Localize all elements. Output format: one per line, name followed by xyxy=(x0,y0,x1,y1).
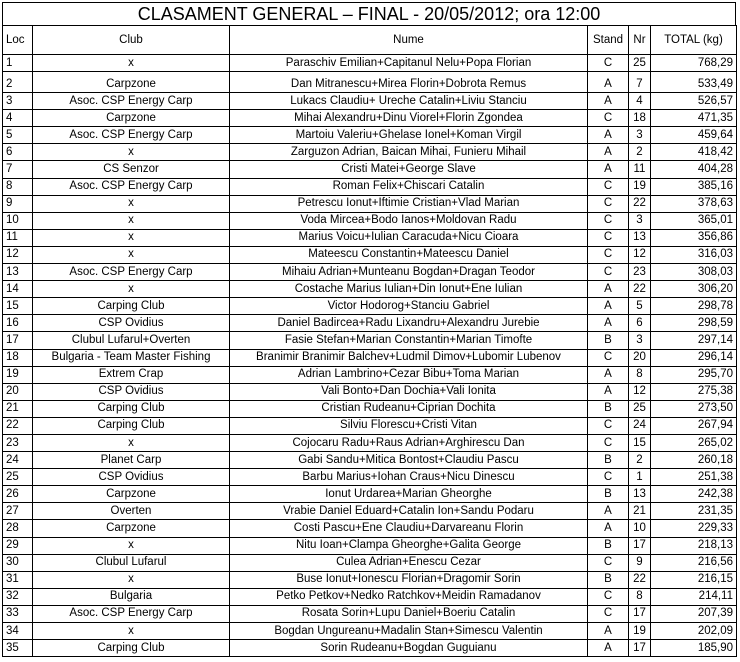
cell-total: 265,02 xyxy=(651,434,737,451)
cell-stand: A xyxy=(588,315,629,332)
cell-nr: 20 xyxy=(629,349,651,366)
table-row xyxy=(3,400,737,417)
cell-club: x xyxy=(33,434,230,451)
cell-stand: A xyxy=(588,520,629,537)
cell-nume: Lukacs Claudiu+ Ureche Catalin+Liviu Stanciu xyxy=(230,93,588,110)
cell-total: 459,64 xyxy=(651,127,737,144)
cell-nume: Ionut Urdarea+Marian Gheorghe xyxy=(230,486,588,503)
cell-total: 298,78 xyxy=(651,298,737,315)
cell-nr: 19 xyxy=(629,623,651,640)
cell-total: 526,57 xyxy=(651,93,737,110)
cell-stand: A xyxy=(588,640,629,657)
cell-loc: 6 xyxy=(3,144,33,161)
table-row xyxy=(3,434,737,451)
cell-nume: Paraschiv Emilian+Capitanul Nelu+Popa Florian xyxy=(230,55,588,72)
cell-nr: 13 xyxy=(629,229,651,246)
cell-loc: 32 xyxy=(3,588,33,605)
cell-stand: B xyxy=(588,332,629,349)
cell-nr: 6 xyxy=(629,315,651,332)
cell-nr: 3 xyxy=(629,127,651,144)
table-row xyxy=(3,55,737,72)
table-row xyxy=(3,127,737,144)
cell-loc: 18 xyxy=(3,349,33,366)
header-loc: Loc xyxy=(3,26,33,55)
standings-table xyxy=(2,25,737,657)
cell-club: Carping Club xyxy=(33,640,230,657)
cell-nr: 5 xyxy=(629,298,651,315)
cell-club: Clubul Lufarul xyxy=(33,554,230,571)
cell-nume: Marius Voicu+Iulian Caracuda+Nicu Cioara xyxy=(230,229,588,246)
table-row xyxy=(3,486,737,503)
table-row xyxy=(3,93,737,110)
cell-nr: 22 xyxy=(629,281,651,298)
table-row xyxy=(3,503,737,520)
cell-nume: Costi Pascu+Ene Claudiu+Darvareanu Florin xyxy=(230,520,588,537)
cell-stand: C xyxy=(588,178,629,195)
cell-stand: C xyxy=(588,55,629,72)
cell-stand: B xyxy=(588,537,629,554)
cell-stand: C xyxy=(588,246,629,263)
cell-stand: C xyxy=(588,212,629,229)
cell-club: Carping Club xyxy=(33,417,230,434)
cell-nr: 9 xyxy=(629,554,651,571)
cell-stand: A xyxy=(588,93,629,110)
cell-stand: A xyxy=(588,161,629,178)
cell-total: 242,38 xyxy=(651,486,737,503)
cell-total: 275,38 xyxy=(651,383,737,400)
cell-total: 202,09 xyxy=(651,623,737,640)
cell-nume: Costache Marius Iulian+Din Ionut+Ene Iulian xyxy=(230,281,588,298)
table-row xyxy=(3,144,737,161)
table-row xyxy=(3,229,737,246)
cell-club: CSP Ovidius xyxy=(33,315,230,332)
cell-loc: 8 xyxy=(3,178,33,195)
cell-loc: 30 xyxy=(3,554,33,571)
cell-loc: 26 xyxy=(3,486,33,503)
cell-total: 273,50 xyxy=(651,400,737,417)
cell-nume: Dan Mitranescu+Mirea Florin+Dobrota Remus xyxy=(230,72,588,93)
cell-club: x xyxy=(33,537,230,554)
cell-stand: C xyxy=(588,264,629,281)
cell-club: x xyxy=(33,571,230,588)
cell-stand: C xyxy=(588,605,629,622)
header-nr: Nr xyxy=(629,26,651,55)
table-row xyxy=(3,623,737,640)
cell-nr: 12 xyxy=(629,383,651,400)
cell-club: Carping Club xyxy=(33,400,230,417)
cell-total: 378,63 xyxy=(651,195,737,212)
cell-club: Carpzone xyxy=(33,72,230,93)
cell-total: 471,35 xyxy=(651,110,737,127)
cell-nr: 12 xyxy=(629,246,651,263)
cell-nr: 15 xyxy=(629,434,651,451)
cell-club: Asoc. CSP Energy Carp xyxy=(33,178,230,195)
cell-total: 231,35 xyxy=(651,503,737,520)
cell-stand: A xyxy=(588,127,629,144)
cell-nr: 4 xyxy=(629,93,651,110)
cell-total: 418,42 xyxy=(651,144,737,161)
cell-total: 216,15 xyxy=(651,571,737,588)
cell-loc: 27 xyxy=(3,503,33,520)
cell-stand: A xyxy=(588,72,629,93)
cell-stand: A xyxy=(588,281,629,298)
cell-loc: 15 xyxy=(3,298,33,315)
cell-nr: 1 xyxy=(629,469,651,486)
cell-total: 260,18 xyxy=(651,452,737,469)
table-row xyxy=(3,349,737,366)
cell-nume: Culea Adrian+Enescu Cezar xyxy=(230,554,588,571)
cell-loc: 9 xyxy=(3,195,33,212)
cell-club: CS Senzor xyxy=(33,161,230,178)
cell-nr: 10 xyxy=(629,520,651,537)
table-row xyxy=(3,520,737,537)
cell-nr: 2 xyxy=(629,452,651,469)
cell-nr: 13 xyxy=(629,486,651,503)
cell-nr: 17 xyxy=(629,537,651,554)
table-row xyxy=(3,417,737,434)
table-row xyxy=(3,72,737,93)
table-row xyxy=(3,332,737,349)
cell-loc: 34 xyxy=(3,623,33,640)
cell-stand: B xyxy=(588,400,629,417)
cell-total: 229,33 xyxy=(651,520,737,537)
header-row xyxy=(3,26,737,55)
cell-nr: 8 xyxy=(629,366,651,383)
cell-loc: 4 xyxy=(3,110,33,127)
table-row xyxy=(3,195,737,212)
cell-stand: C xyxy=(588,434,629,451)
cell-stand: A xyxy=(588,623,629,640)
table-row xyxy=(3,315,737,332)
cell-loc: 7 xyxy=(3,161,33,178)
cell-stand: C xyxy=(588,554,629,571)
cell-nume: Barbu Marius+Iohan Craus+Nicu Dinescu xyxy=(230,469,588,486)
cell-stand: A xyxy=(588,383,629,400)
cell-club: x xyxy=(33,195,230,212)
cell-total: 298,59 xyxy=(651,315,737,332)
cell-nume: Roman Felix+Chiscari Catalin xyxy=(230,178,588,195)
cell-total: 404,28 xyxy=(651,161,737,178)
standings-sheet xyxy=(2,2,736,657)
cell-stand: A xyxy=(588,503,629,520)
cell-nume: Cojocaru Radu+Raus Adrian+Arghirescu Dan xyxy=(230,434,588,451)
table-row xyxy=(3,264,737,281)
cell-club: CSP Ovidius xyxy=(33,469,230,486)
cell-loc: 14 xyxy=(3,281,33,298)
cell-total: 296,14 xyxy=(651,349,737,366)
cell-total: 365,01 xyxy=(651,212,737,229)
cell-nr: 19 xyxy=(629,178,651,195)
cell-loc: 25 xyxy=(3,469,33,486)
cell-loc: 12 xyxy=(3,246,33,263)
cell-loc: 24 xyxy=(3,452,33,469)
table-row xyxy=(3,640,737,657)
table-row xyxy=(3,452,737,469)
header-stand: Stand xyxy=(588,26,629,55)
cell-loc: 20 xyxy=(3,383,33,400)
cell-total: 295,70 xyxy=(651,366,737,383)
cell-nume: Sorin Rudeanu+Bogdan Guguianu xyxy=(230,640,588,657)
cell-nume: Rosata Sorin+Lupu Daniel+Boeriu Catalin xyxy=(230,605,588,622)
page-title: CLASAMENT GENERAL – FINAL - 20/05/2012; ora 12:00 xyxy=(2,2,736,25)
cell-nume: Petko Petkov+Nedko Ratchkov+Meidin Ramadanov xyxy=(230,588,588,605)
cell-stand: C xyxy=(588,229,629,246)
table-row xyxy=(3,469,737,486)
cell-loc: 17 xyxy=(3,332,33,349)
cell-total: 207,39 xyxy=(651,605,737,622)
table-row xyxy=(3,366,737,383)
cell-club: x xyxy=(33,623,230,640)
cell-nr: 11 xyxy=(629,161,651,178)
table-row xyxy=(3,110,737,127)
cell-club: Carpzone xyxy=(33,486,230,503)
cell-loc: 5 xyxy=(3,127,33,144)
table-row xyxy=(3,161,737,178)
header-club: Club xyxy=(33,26,230,55)
table-row xyxy=(3,571,737,588)
cell-nr: 8 xyxy=(629,588,651,605)
cell-stand: A xyxy=(588,366,629,383)
cell-loc: 19 xyxy=(3,366,33,383)
cell-nume: Mateescu Constantin+Mateescu Daniel xyxy=(230,246,588,263)
cell-nume: Adrian Lambrino+Cezar Bibu+Toma Marian xyxy=(230,366,588,383)
cell-loc: 2 xyxy=(3,72,33,93)
cell-nr: 3 xyxy=(629,332,651,349)
cell-total: 306,20 xyxy=(651,281,737,298)
cell-club: Carpzone xyxy=(33,520,230,537)
cell-stand: C xyxy=(588,349,629,366)
cell-nr: 17 xyxy=(629,605,651,622)
table-row xyxy=(3,212,737,229)
cell-nr: 25 xyxy=(629,55,651,72)
cell-club: Overten xyxy=(33,503,230,520)
cell-loc: 21 xyxy=(3,400,33,417)
cell-nume: Mihai Alexandru+Dinu Viorel+Florin Zgondea xyxy=(230,110,588,127)
cell-club: Carping Club xyxy=(33,298,230,315)
cell-stand: C xyxy=(588,195,629,212)
cell-nume: Zarguzon Adrian, Baican Mihai, Funieru Mihail xyxy=(230,144,588,161)
cell-nr: 7 xyxy=(629,72,651,93)
cell-nr: 23 xyxy=(629,264,651,281)
cell-club: x xyxy=(33,229,230,246)
cell-total: 533,49 xyxy=(651,72,737,93)
cell-loc: 3 xyxy=(3,93,33,110)
cell-nr: 2 xyxy=(629,144,651,161)
cell-nume: Bogdan Ungureanu+Madalin Stan+Simescu Valentin xyxy=(230,623,588,640)
cell-nume: Vrabie Daniel Eduard+Catalin Ion+Sandu Podaru xyxy=(230,503,588,520)
cell-club: x xyxy=(33,281,230,298)
cell-stand: A xyxy=(588,298,629,315)
cell-nume: Nitu Ioan+Clampa Gheorghe+Galita George xyxy=(230,537,588,554)
cell-total: 297,14 xyxy=(651,332,737,349)
cell-nr: 25 xyxy=(629,400,651,417)
cell-total: 185,90 xyxy=(651,640,737,657)
cell-club: Asoc. CSP Energy Carp xyxy=(33,264,230,281)
table-row xyxy=(3,281,737,298)
cell-stand: C xyxy=(588,588,629,605)
cell-loc: 13 xyxy=(3,264,33,281)
cell-total: 356,86 xyxy=(651,229,737,246)
table-row xyxy=(3,605,737,622)
cell-loc: 10 xyxy=(3,212,33,229)
cell-club: x xyxy=(33,246,230,263)
table-row xyxy=(3,178,737,195)
table-row xyxy=(3,554,737,571)
cell-loc: 29 xyxy=(3,537,33,554)
cell-club: x xyxy=(33,55,230,72)
cell-loc: 28 xyxy=(3,520,33,537)
cell-nr: 24 xyxy=(629,417,651,434)
table-row xyxy=(3,383,737,400)
table-row xyxy=(3,537,737,554)
cell-total: 216,56 xyxy=(651,554,737,571)
cell-nume: Buse Ionut+Ionescu Florian+Dragomir Sorin xyxy=(230,571,588,588)
cell-club: Extrem Crap xyxy=(33,366,230,383)
cell-nr: 22 xyxy=(629,571,651,588)
cell-nume: Petrescu Ionut+Iftimie Cristian+Vlad Marian xyxy=(230,195,588,212)
cell-stand: B xyxy=(588,571,629,588)
cell-club: Asoc. CSP Energy Carp xyxy=(33,605,230,622)
cell-nume: Voda Mircea+Bodo Ianos+Moldovan Radu xyxy=(230,212,588,229)
cell-nume: Victor Hodorog+Stanciu Gabriel xyxy=(230,298,588,315)
cell-club: x xyxy=(33,144,230,161)
cell-nume: Cristi Matei+George Slave xyxy=(230,161,588,178)
cell-total: 316,03 xyxy=(651,246,737,263)
cell-club: CSP Ovidius xyxy=(33,383,230,400)
cell-nume: Fasie Stefan+Marian Constantin+Marian Timofte xyxy=(230,332,588,349)
cell-loc: 33 xyxy=(3,605,33,622)
cell-club: x xyxy=(33,212,230,229)
cell-nr: 18 xyxy=(629,110,651,127)
table-body xyxy=(3,55,737,657)
cell-nr: 21 xyxy=(629,503,651,520)
cell-stand: C xyxy=(588,110,629,127)
cell-nume: Silviu Florescu+Cristi Vitan xyxy=(230,417,588,434)
cell-nume: Daniel Badircea+Radu Lixandru+Alexandru Jurebie xyxy=(230,315,588,332)
cell-nume: Cristian Rudeanu+Ciprian Dochita xyxy=(230,400,588,417)
cell-nume: Martoiu Valeriu+Ghelase Ionel+Koman Virgil xyxy=(230,127,588,144)
cell-loc: 1 xyxy=(3,55,33,72)
cell-stand: C xyxy=(588,417,629,434)
cell-club: Bulgaria - Team Master Fishing xyxy=(33,349,230,366)
cell-club: Carpzone xyxy=(33,110,230,127)
cell-total: 251,38 xyxy=(651,469,737,486)
cell-loc: 22 xyxy=(3,417,33,434)
cell-total: 267,94 xyxy=(651,417,737,434)
cell-total: 218,13 xyxy=(651,537,737,554)
cell-stand: A xyxy=(588,144,629,161)
cell-loc: 35 xyxy=(3,640,33,657)
cell-club: Asoc. CSP Energy Carp xyxy=(33,93,230,110)
cell-nume: Gabi Sandu+Mitica Bontost+Claudiu Pascu xyxy=(230,452,588,469)
header-total: TOTAL (kg) xyxy=(651,26,737,55)
cell-nume: Vali Bonto+Dan Dochia+Vali Ionita xyxy=(230,383,588,400)
cell-nr: 3 xyxy=(629,212,651,229)
cell-total: 385,16 xyxy=(651,178,737,195)
cell-nr: 17 xyxy=(629,640,651,657)
cell-loc: 11 xyxy=(3,229,33,246)
cell-loc: 16 xyxy=(3,315,33,332)
cell-nume: Mihaiu Adrian+Munteanu Bogdan+Dragan Teodor xyxy=(230,264,588,281)
cell-total: 214,11 xyxy=(651,588,737,605)
header-nume: Nume xyxy=(230,26,588,55)
cell-club: Clubul Lufarul+Overten xyxy=(33,332,230,349)
cell-club: Planet Carp xyxy=(33,452,230,469)
cell-stand: B xyxy=(588,486,629,503)
cell-total: 308,03 xyxy=(651,264,737,281)
cell-nume: Branimir Branimir Balchev+Ludmil Dimov+Lubomir Lubenov xyxy=(230,349,588,366)
table-row xyxy=(3,246,737,263)
cell-loc: 23 xyxy=(3,434,33,451)
cell-club: Asoc. CSP Energy Carp xyxy=(33,127,230,144)
table-row xyxy=(3,298,737,315)
table-row xyxy=(3,588,737,605)
cell-club: Bulgaria xyxy=(33,588,230,605)
cell-stand: B xyxy=(588,452,629,469)
cell-loc: 31 xyxy=(3,571,33,588)
cell-total: 768,29 xyxy=(651,55,737,72)
cell-nr: 22 xyxy=(629,195,651,212)
cell-stand: C xyxy=(588,469,629,486)
